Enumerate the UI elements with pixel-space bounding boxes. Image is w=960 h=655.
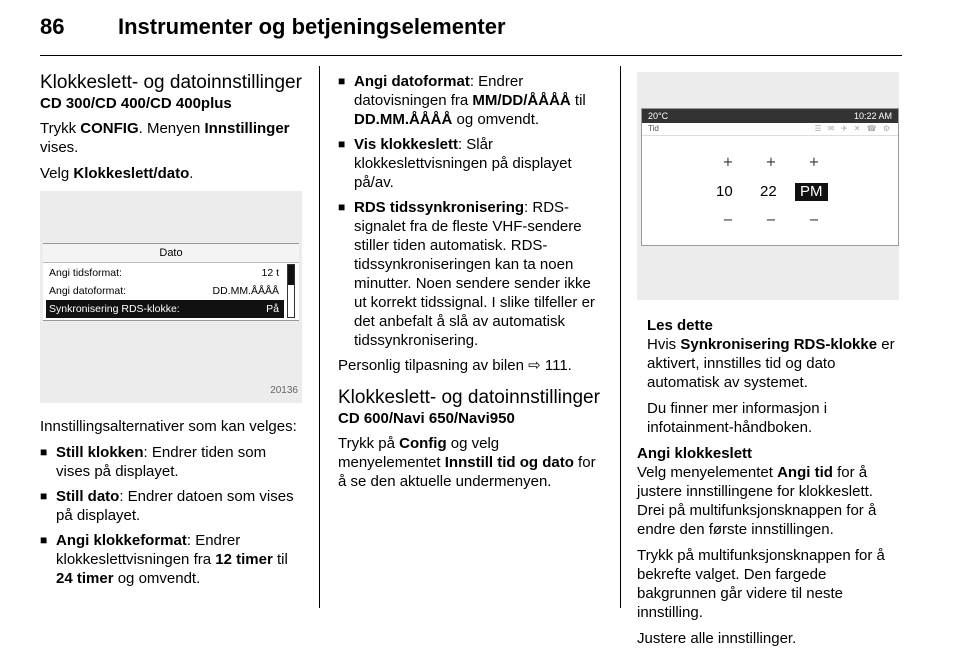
paragraph: Velg Klokkeslett/dato. [40,165,194,182]
bullet-list [40,443,302,588]
column-divider-2 [620,66,621,608]
scrollbar [287,264,295,318]
column-3 [637,72,902,655]
bullet-list [338,72,604,350]
status-bar: 20°C 10:22 AM [642,109,898,123]
paragraph: Velg menyelementet Angi tid for å justere innstillingene for klokkeslett. Drei på multifunksjonsknappen for å endre den første innstillingen. [637,464,877,538]
column-2 [338,72,604,498]
time-settings-figure [637,72,899,300]
note-box [647,316,902,437]
status-icons: ☰ ✉ ✈ ✕ ☎ ⚙ [814,124,892,133]
paragraph: Trykk på multifunksjonsknappen for å bekrefte valget. Den fargede bakgrunnen går videre til neste innstilling. [637,547,885,621]
minute-down-icon: − [765,213,777,228]
menu-row-selected: Synkronisering RDS-klokke: På [46,300,284,318]
list-item: ■ Vis klokkeslett: Slår klokkeslettvisningen på displayet på/av. [338,135,604,192]
hour-down-icon: − [722,213,734,228]
page-title: Instrumenter og betjeningselementer [118,14,506,39]
column-divider-1 [319,66,320,608]
list-item: ■ RDS tidssynkronisering: RDS-signalet fra de fleste VHF-sendere stiller tiden automatisk. RDS-tidssynkroniseringen kan ta noen minutter. Noen sendere sender ikke ut korrekt tidssignal. I slike tilfeller er det anbefalt å slå av automatisk tidssynkronisering. [338,198,604,350]
paragraph: Trykk CONFIG. Menyen Innstillinger vises. [40,120,290,156]
column-1 [40,72,302,594]
screen-title: Dato [43,244,299,263]
list-item: ■ Angi klokkeformat: Endrer klokkeslettvisningen fra 12 timer til 24 timer og omvendt. [40,531,302,588]
paragraph: Du finner mer informasjon i infotainment-håndboken. [647,400,828,436]
paragraph: Personlig tilpasning av bilen ⇨ 111. [338,356,572,374]
minute-up-icon: + [765,155,777,170]
hour-up-icon: + [722,155,734,170]
page-number: 86 [40,14,65,39]
menu-row: Angi tidsformat: 12 t [49,267,279,279]
header-rule [40,55,902,56]
section-subheading: Angi klokkeslett [637,445,753,462]
ampm-value: PM [795,183,828,201]
minute-value: 22 [760,183,777,200]
paragraph: Trykk på Config og velg menyelementet Innstill tid og dato for å se den aktuelle undermenyen. [338,435,596,490]
page-reference-icon: ⇨ [528,356,541,374]
note-title: Les dette [647,317,713,334]
menu-row: Angi datoformat: DD.MM.ÅÅÅÅ [49,285,279,297]
paragraph: Justere alle innstillinger. [637,630,797,647]
section-subheading: CD 300/CD 400/CD 400plus [40,95,232,112]
paragraph: Innstillingsalternativer som kan velges: [40,418,297,435]
paragraph: Hvis Synkronisering RDS-klokke er aktivert, innstilles tid og dato automatisk av systemet. [647,336,895,391]
section-heading: Klokkeslett- og datoinnstillinger [338,387,600,408]
list-item: ■ Still dato: Endrer datoen som vises på displayet. [40,487,302,525]
list-item: ■ Still klokken: Endrer tiden som vises på displayet. [40,443,302,481]
ampm-down-icon: − [808,213,820,228]
hour-value: 10 [716,183,733,200]
list-item: ■ Angi datoformat: Endrer datovisningen fra MM/DD/ÅÅÅÅ til DD.MM.ÅÅÅÅ og omvendt. [338,72,604,129]
display-screen [43,243,299,321]
date-settings-figure [40,191,302,403]
section-subheading: CD 600/Navi 650/Navi950 [338,410,515,427]
section-heading: Klokkeslett- og datoinnstillinger [40,72,302,93]
figure-number: 20136 [270,385,298,396]
ampm-up-icon: + [808,155,820,170]
screen-subbar: Tid ☰ ✉ ✈ ✕ ☎ ⚙ [642,123,898,136]
display-screen [641,108,899,246]
